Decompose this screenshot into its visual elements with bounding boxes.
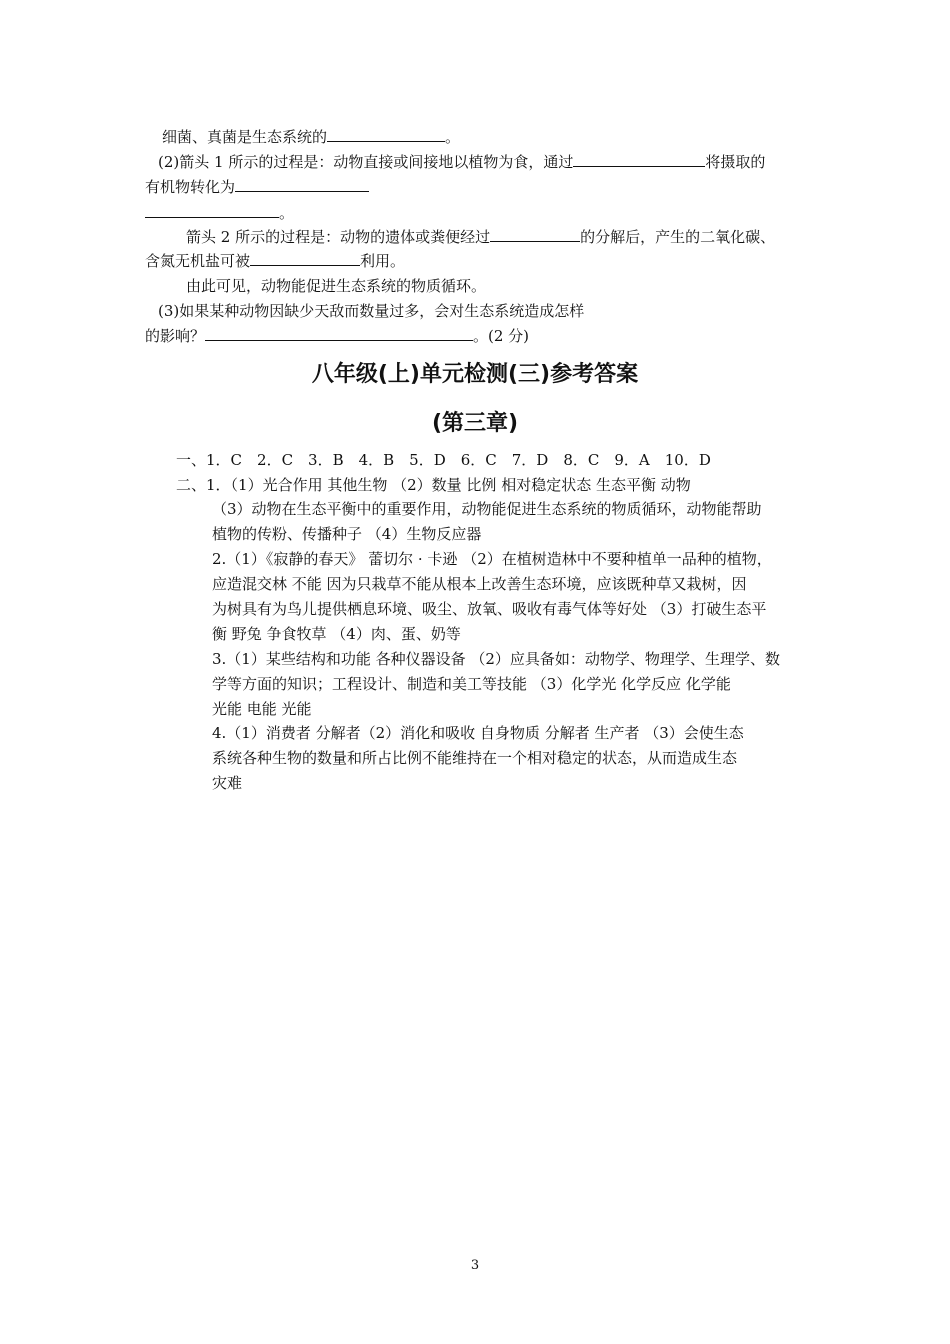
answers-section-2-line: 灾难 — [212, 774, 243, 792]
answer-key-title: 八年级(上)单元检测(三)参考答案 — [311, 362, 639, 387]
answer-blank[interactable] — [250, 251, 360, 266]
answers-section-1: 一、1．C 2．C 3．B 4．B 5．D 6．C 7．D 8．C 9．A 10．D — [176, 451, 711, 469]
answers-section-2-line: 3.（1）某些结构和功能 各种仪器设备 （2）应具备如：动物学、物理学、生理学、数 — [212, 650, 780, 668]
q2-line-5: 含氮无机盐可被 利用。 — [145, 252, 406, 270]
answer-key-subtitle: (第三章) — [431, 411, 519, 436]
q2-line-1: (2)箭头 1 所示的过程是：动物直接或间接地以植物为食，通过 将摄取的 — [158, 153, 766, 171]
answer-blank[interactable] — [327, 127, 445, 142]
q2-line-3: 。 — [145, 202, 294, 224]
answers-section-2-line: 为树具有为鸟儿提供栖息环境、吸尘、放氧、吸收有毒气体等好处 （3）打破生态平 — [212, 600, 767, 618]
answers-section-2-line: （3）动物在生态平衡中的重要作用，动物能促进生态系统的物质循环，动物能帮助 — [212, 500, 762, 518]
q3-line-1: (3)如果某种动物因缺少天敌而数量过多，会对生态系统造成怎样 — [158, 302, 585, 320]
answer-blank[interactable] — [205, 326, 473, 341]
answers-section-2-line: 系统各种生物的数量和所占比例不能维持在一个相对稳定的状态，从而造成生态 — [212, 749, 738, 767]
q2-line-6: 由此可见，动物能促进生态系统的物质循环。 — [186, 277, 487, 295]
page-number: 3 — [470, 1258, 480, 1273]
answers-section-2-line: 衡 野兔 争食牧草 （4）肉、蛋、奶等 — [212, 625, 461, 643]
answers-section-2-line: 光能 电能 光能 — [212, 700, 312, 718]
answers-section-2-line: 应造混交林 不能 因为只栽草不能从根本上改善生态环境，应该既种草又栽树，因 — [212, 575, 747, 593]
answer-blank[interactable] — [145, 203, 279, 218]
q1-tail-text: 细菌、真菌是生态系统的 — [162, 128, 328, 146]
answers-section-2-line: 学等方面的知识；工程设计、制造和美工等技能 （3）化学光 化学反应 化学能 — [212, 675, 731, 693]
q3-line-2: 的影响？ 。(2 分) — [145, 327, 530, 345]
answers-section-2-line: 植物的传粉、传播种子 （4）生物反应器 — [212, 525, 482, 543]
answer-blank[interactable] — [235, 177, 369, 192]
answers-section-2-line: 2.（1）《寂静的春天》 蕾切尔 · 卡逊 （2）在植树造林中不要种植单一品种的植物， — [212, 550, 772, 568]
answer-blank[interactable] — [573, 152, 705, 167]
q2-line-2: 有机物转化为 — [145, 176, 369, 198]
answers-section-2-line: 二、1．（1）光合作用 其他生物 （2）数量 比例 相对稳定状态 生态平衡 动物 — [176, 476, 691, 494]
answers-section-2-line: 4.（1）消费者 分解者（2）消化和吸收 自身物质 分解者 生产者 （3）会使生态 — [212, 724, 744, 742]
answer-blank[interactable] — [490, 227, 580, 242]
q1-tail-line: 细菌、真菌是生态系统的 。 — [162, 128, 461, 146]
q2-line-4: 箭头 2 所示的过程是：动物的遗体或粪便经过 的分解后，产生的二氧化碳、 — [186, 228, 776, 246]
